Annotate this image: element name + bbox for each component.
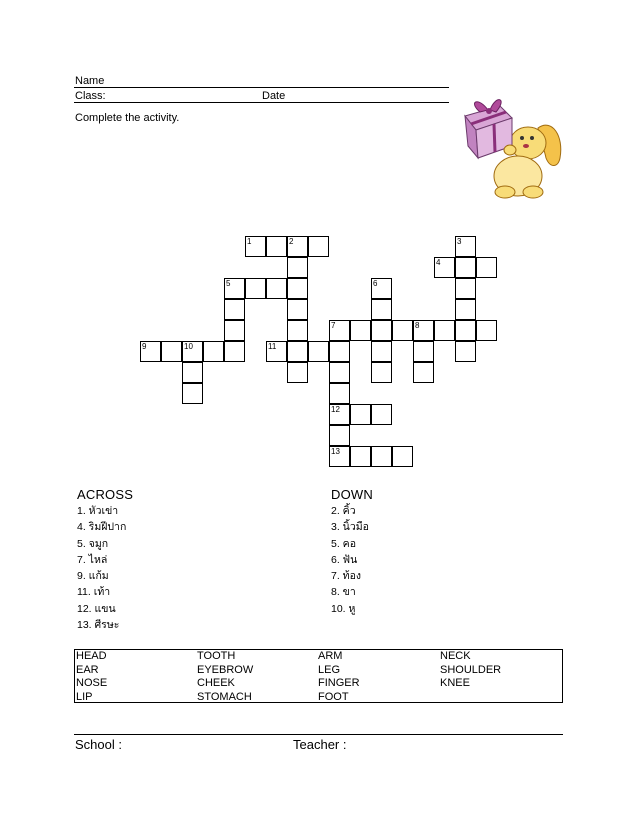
- crossword-cell[interactable]: [371, 446, 392, 467]
- crossword-cell[interactable]: [224, 278, 245, 299]
- crossword-cell[interactable]: [329, 425, 350, 446]
- crossword-cell[interactable]: [308, 236, 329, 257]
- across-title: ACROSS: [77, 487, 134, 502]
- clue-item: 1. หัวเข่า: [77, 505, 119, 517]
- crossword-cell[interactable]: [434, 257, 455, 278]
- date-label: Date: [262, 90, 286, 102]
- crossword-cell[interactable]: [287, 236, 308, 257]
- word-bank: [74, 649, 563, 703]
- word-bank-item: FOOT: [318, 690, 349, 703]
- crossword-cell[interactable]: [329, 362, 350, 383]
- clue-number: 5: [226, 279, 231, 288]
- crossword-cell[interactable]: [287, 362, 308, 383]
- clue-number: 13: [331, 447, 340, 456]
- crossword-cell[interactable]: [140, 341, 161, 362]
- crossword-cell[interactable]: [329, 383, 350, 404]
- crossword-cell[interactable]: [455, 320, 476, 341]
- crossword-cell[interactable]: [350, 404, 371, 425]
- clue-number: 9: [142, 342, 147, 351]
- class-date-underline[interactable]: [74, 102, 449, 103]
- crossword-cell[interactable]: [455, 278, 476, 299]
- crossword-cell[interactable]: [413, 320, 434, 341]
- clue-item: 12. แขน: [77, 602, 116, 615]
- clue-number: 1: [247, 237, 252, 246]
- clue-number: 3: [457, 237, 462, 246]
- crossword-cell[interactable]: [245, 236, 266, 257]
- down-clues: [331, 503, 369, 617]
- class-label: Class:: [75, 90, 106, 102]
- clue-item: 13. ศีรษะ: [77, 619, 120, 632]
- crossword-cell[interactable]: [413, 341, 434, 362]
- clue-item: 6. ฟัน: [331, 553, 358, 566]
- crossword-cell[interactable]: [455, 257, 476, 278]
- word-bank-item: CHEEK: [197, 677, 235, 689]
- clue-item: 9. แก้ม: [77, 570, 109, 583]
- crossword-cell[interactable]: [371, 299, 392, 320]
- crossword-cell[interactable]: [476, 257, 497, 278]
- crossword-cell[interactable]: [245, 278, 266, 299]
- crossword-cell[interactable]: [308, 341, 329, 362]
- clue-item: 5. จมูก: [77, 537, 109, 550]
- word-bank-item: SHOULDER: [440, 663, 502, 676]
- crossword-cell[interactable]: [455, 299, 476, 320]
- clue-item: 7. ไหล่: [77, 553, 108, 566]
- word-bank-item: FINGER: [318, 677, 360, 689]
- crossword-cell[interactable]: [182, 383, 203, 404]
- down-title: DOWN: [331, 487, 373, 502]
- crossword-cell[interactable]: [287, 257, 308, 278]
- crossword-cell[interactable]: [182, 341, 203, 362]
- crossword-cell[interactable]: [371, 362, 392, 383]
- crossword-cell[interactable]: [476, 320, 497, 341]
- crossword-cell[interactable]: [371, 320, 392, 341]
- crossword-cell[interactable]: [434, 320, 455, 341]
- word-bank-item: LIP: [76, 690, 93, 703]
- name-underline[interactable]: [74, 87, 449, 88]
- word-bank-item: EYEBROW: [197, 663, 254, 676]
- footer-rule: [74, 734, 563, 735]
- clue-number: 10: [184, 342, 193, 351]
- crossword-cell[interactable]: [350, 446, 371, 467]
- crossword-cell[interactable]: [224, 299, 245, 320]
- crossword-cell[interactable]: [203, 341, 224, 362]
- crossword-cell[interactable]: [224, 320, 245, 341]
- clue-item: 8. ขา: [331, 586, 356, 599]
- crossword-cell[interactable]: [371, 404, 392, 425]
- crossword-cell[interactable]: [371, 278, 392, 299]
- word-bank-item: NECK: [440, 650, 471, 662]
- clue-number: 11: [268, 342, 277, 351]
- clue-item: 10. หู: [331, 602, 356, 615]
- word-bank-item: TOOTH: [197, 650, 236, 662]
- crossword-cell[interactable]: [329, 341, 350, 362]
- clue-item: 4. ริมฝีปาก: [77, 521, 127, 534]
- clue-item: 11. เท้า: [77, 586, 111, 599]
- instructions: Complete the activity.: [75, 112, 180, 124]
- clue-number: 7: [331, 321, 336, 330]
- clue-number: 4: [436, 258, 441, 267]
- teacher-label: Teacher :: [293, 737, 347, 752]
- crossword-cell[interactable]: [266, 236, 287, 257]
- crossword-cell[interactable]: [455, 341, 476, 362]
- crossword-cell[interactable]: [266, 341, 287, 362]
- crossword-cell[interactable]: [371, 341, 392, 362]
- crossword-cell[interactable]: [287, 320, 308, 341]
- word-bank-item: KNEE: [440, 677, 470, 689]
- crossword-cell[interactable]: [161, 341, 182, 362]
- crossword-cell[interactable]: [266, 278, 287, 299]
- clue-item: 2. คิ้ว: [331, 505, 356, 517]
- name-label: Name: [75, 75, 105, 87]
- clue-number: 2: [289, 237, 294, 246]
- crossword-cell[interactable]: [329, 446, 350, 467]
- crossword-cell[interactable]: [392, 320, 413, 341]
- crossword-cell[interactable]: [287, 278, 308, 299]
- school-label: School :: [75, 737, 122, 752]
- crossword-cell[interactable]: [413, 362, 434, 383]
- crossword-cell[interactable]: [329, 404, 350, 425]
- crossword-cell[interactable]: [350, 320, 371, 341]
- word-bank-item: STOMACH: [197, 690, 252, 703]
- clue-item: 3. นิ้วมือ: [331, 521, 369, 534]
- crossword-cell[interactable]: [182, 362, 203, 383]
- crossword-cell[interactable]: [287, 299, 308, 320]
- across-clues: [77, 503, 126, 633]
- clue-number: 12: [331, 405, 340, 414]
- clue-item: 7. ท้อง: [331, 570, 362, 583]
- crossword-cell[interactable]: [455, 236, 476, 257]
- clue-number: 8: [415, 321, 420, 330]
- gift-dog-icon: [460, 88, 566, 206]
- word-bank-item: LEG: [318, 663, 341, 676]
- clue-number: 6: [373, 279, 378, 288]
- word-bank-item: NOSE: [76, 677, 108, 689]
- word-bank-item: HEAD: [76, 650, 107, 662]
- word-bank-item: ARM: [318, 650, 343, 662]
- clue-item: 5. คอ: [331, 537, 357, 550]
- crossword-cell[interactable]: [224, 341, 245, 362]
- crossword-cell[interactable]: [329, 320, 350, 341]
- word-bank-item: EAR: [76, 663, 99, 676]
- crossword-cell[interactable]: [392, 446, 413, 467]
- crossword-cell[interactable]: [287, 341, 308, 362]
